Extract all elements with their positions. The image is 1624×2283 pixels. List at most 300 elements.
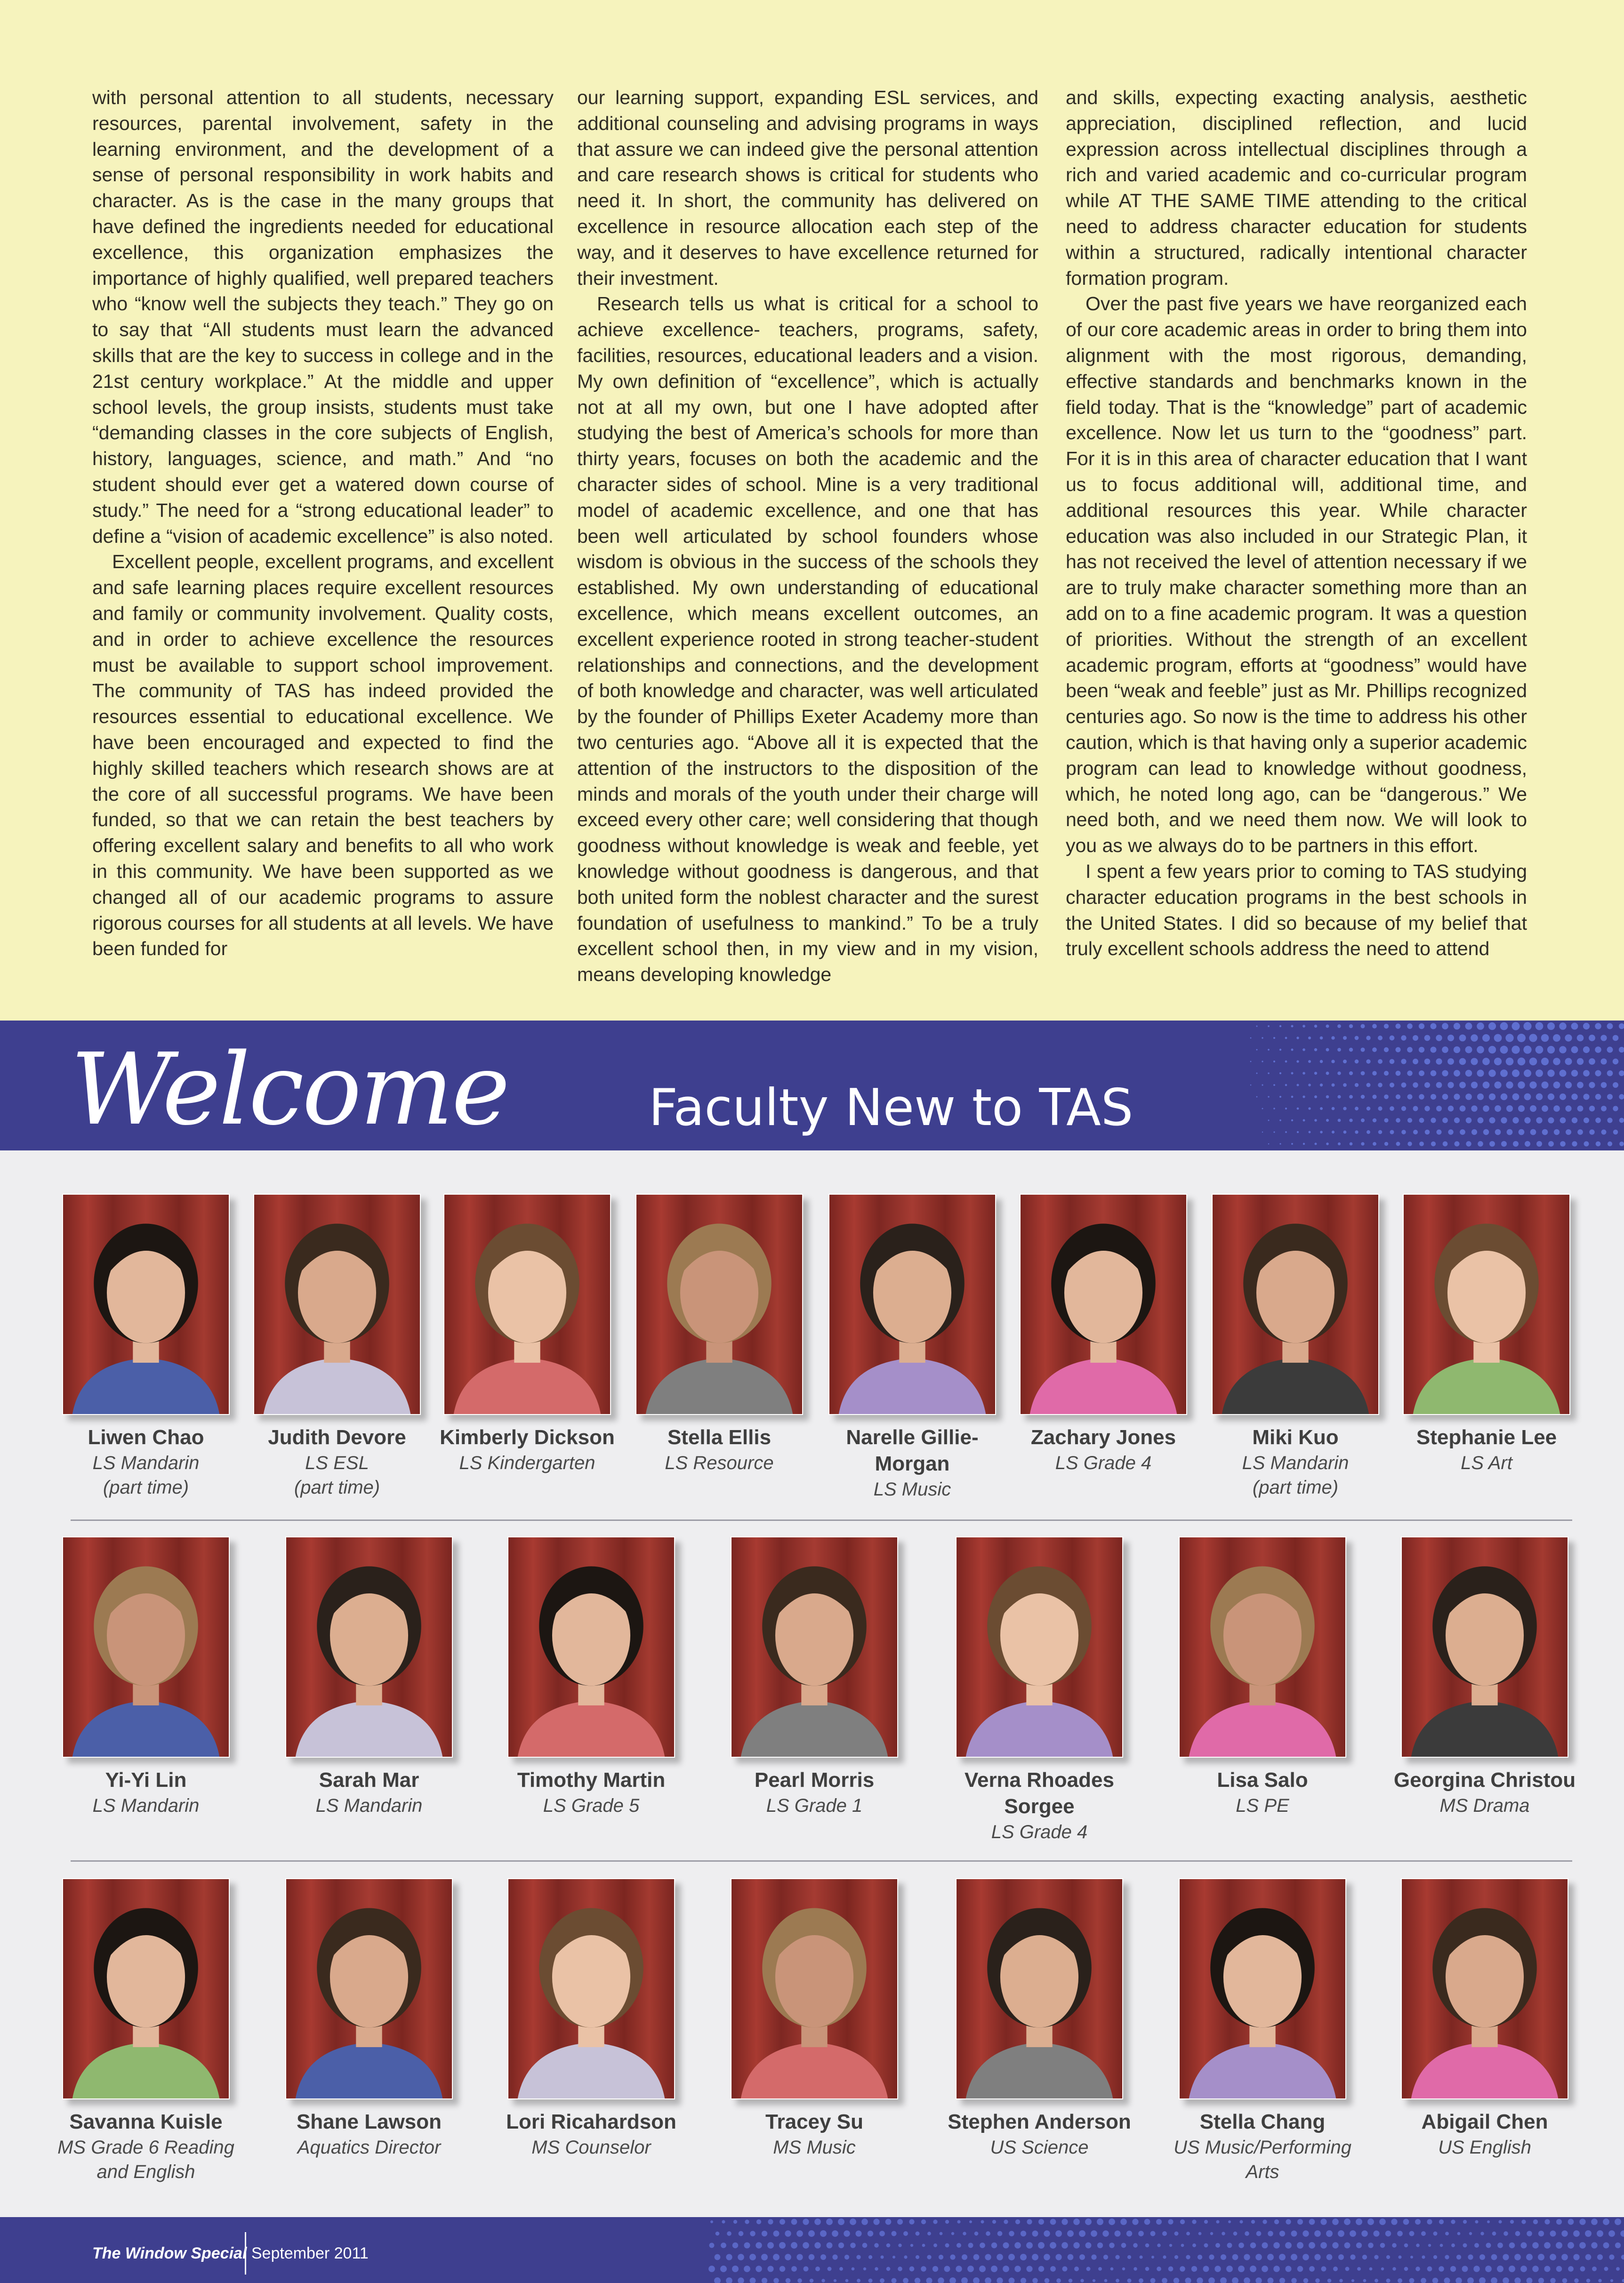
decorative-dot [1297, 2242, 1303, 2249]
decorative-dot [892, 2231, 897, 2236]
decorative-dot [1038, 2219, 1044, 2225]
decorative-dot [1378, 1059, 1383, 1064]
decorative-dot [1613, 1059, 1618, 1064]
decorative-dot [1419, 1142, 1424, 1146]
decorative-dot [921, 2266, 926, 2272]
decorative-dot [1361, 1118, 1365, 1122]
decorative-dot [733, 2220, 737, 2224]
faculty-name: Georgina Christou [1393, 1769, 1576, 1792]
decorative-dot [791, 2242, 797, 2249]
decorative-dot [1489, 1141, 1495, 1147]
decorative-dot [1044, 2230, 1050, 2236]
decorative-dot [1302, 1025, 1305, 1028]
decorative-dot [1483, 1105, 1489, 1112]
faculty-photo [731, 1878, 898, 2099]
decorative-dot [1174, 2232, 1179, 2236]
decorative-dot [1314, 1072, 1317, 1075]
decorative-dot [1291, 1143, 1293, 1145]
decorative-dot [991, 2266, 997, 2272]
decorative-dot [1386, 2278, 1390, 2283]
decorative-dot [767, 2242, 774, 2249]
decorative-dot [1436, 1035, 1442, 1041]
decorative-dot [1308, 1084, 1311, 1086]
decorative-dot [1226, 2266, 1233, 2272]
decorative-dot [1475, 2220, 1478, 2223]
decorative-dot [839, 2267, 843, 2271]
decorative-dot [1473, 2266, 1479, 2272]
decorative-dot [1032, 2231, 1038, 2237]
decorative-dot [1404, 2243, 1408, 2248]
decorative-dot [1291, 2278, 1297, 2283]
decorative-dot [1363, 2279, 1367, 2283]
decorative-dot [1396, 1094, 1400, 1099]
decorative-dot [1450, 2266, 1456, 2272]
decorative-dot [1407, 1047, 1413, 1053]
decorative-dot [1560, 1070, 1567, 1077]
decorative-dot [1384, 1142, 1388, 1146]
decorative-dot [1350, 1142, 1353, 1146]
decorative-dot [927, 2255, 931, 2259]
decorative-dot [1291, 1072, 1294, 1075]
decorative-dot [1186, 2255, 1190, 2259]
decorative-dot [1273, 1131, 1275, 1133]
decorative-dot [738, 2254, 744, 2260]
decorative-dot [1553, 1082, 1560, 1089]
decorative-dot [1542, 1105, 1548, 1112]
decorative-dot [1397, 2231, 1403, 2236]
decorative-dot [1384, 1071, 1389, 1076]
decorative-dot [1430, 1023, 1436, 1029]
decorative-dot [1386, 2255, 1390, 2259]
decorative-dot [1548, 1093, 1554, 1100]
decorative-dot [1150, 2278, 1156, 2283]
decorative-dot [1391, 2219, 1397, 2225]
decorative-dot [1607, 1047, 1613, 1053]
decorative-dot [1512, 1069, 1519, 1077]
decorative-dot [1538, 2278, 1544, 2283]
decorative-dot [949, 2277, 956, 2283]
decorative-dot [1527, 2278, 1533, 2283]
decorative-dot [1339, 2279, 1343, 2282]
article-paragraph: and skills, expecting exacting analysis, aesthetic appreciation, disciplined reflection, and lucid expression across intellectual disciplines through a rich and varied academic and co-curricular program while AT THE SAME TIME attending to the critical need to address character education for students within a structured, radically intentional character formation program. [1066, 87, 1527, 289]
decorative-dot [1126, 2231, 1133, 2237]
decorative-dot [1524, 1093, 1531, 1101]
decorative-dot [1521, 2219, 1526, 2224]
decorative-dot [979, 2266, 986, 2272]
decorative-dot [1185, 2277, 1191, 2283]
decorative-dot [1536, 1022, 1544, 1030]
decorative-dot [1273, 1108, 1275, 1109]
decorative-dot [1009, 2278, 1015, 2283]
decorative-dot [1519, 1129, 1525, 1135]
decorative-dot [1055, 2230, 1062, 2237]
decorative-dot [1350, 2254, 1355, 2259]
decorative-dot [1197, 2277, 1203, 2283]
decorative-dot [1556, 2266, 1562, 2272]
decorative-dot [968, 2243, 973, 2248]
decorative-dot [732, 2243, 739, 2249]
decorative-dot [1424, 1082, 1430, 1088]
decorative-dot [1273, 1037, 1275, 1039]
decorative-dot [1296, 1060, 1299, 1062]
decorative-dot [1413, 1082, 1418, 1088]
decorative-dot [1373, 2230, 1379, 2236]
decorative-dot [1500, 1022, 1508, 1030]
faculty-photo [956, 1536, 1123, 1758]
faculty-photo [443, 1194, 611, 1415]
decorative-dot [863, 2267, 866, 2270]
decorative-dot [1314, 1048, 1317, 1051]
decorative-dot [1337, 1095, 1341, 1098]
decorative-dot [1589, 1035, 1595, 1041]
decorative-dot [1378, 1083, 1383, 1087]
decorative-dot [1439, 2266, 1444, 2272]
decorative-dot [1525, 1141, 1530, 1147]
decorative-dot [1050, 2219, 1056, 2225]
decorative-dot [1157, 2243, 1160, 2247]
decorative-dot [1613, 1106, 1618, 1111]
decorative-dot [1326, 1142, 1329, 1145]
decorative-dot [1262, 1084, 1263, 1085]
decorative-dot [1291, 1119, 1293, 1121]
decorative-dot [1407, 1142, 1412, 1146]
faculty-photo [828, 1194, 996, 1415]
decorative-dot [1477, 1046, 1484, 1053]
decorative-dot [1586, 2279, 1591, 2283]
decorative-dot [1256, 1049, 1257, 1050]
decorative-dot [1256, 1073, 1258, 1074]
decorative-dot [1309, 2266, 1315, 2272]
decorative-dot [1553, 1034, 1560, 1042]
decorative-dot [796, 2254, 803, 2260]
decorative-dot [1285, 1084, 1287, 1086]
decorative-dot [1091, 2230, 1097, 2237]
decorative-dot [1390, 1083, 1394, 1087]
decorative-dot [1003, 2242, 1009, 2248]
faculty-grid [0, 1150, 1624, 2217]
decorative-dot [1150, 2231, 1156, 2236]
decorative-dot [810, 2279, 814, 2283]
faculty-role: LS Art [1461, 1453, 1512, 1473]
decorative-dot [1367, 2219, 1374, 2225]
decorative-dot [986, 2231, 990, 2236]
decorative-dot [780, 2219, 785, 2225]
decorative-dot [1486, 2243, 1491, 2248]
decorative-dot [1368, 2243, 1374, 2248]
faculty-role: LS Mandarin (part time) [1242, 1453, 1349, 1498]
decorative-dot [885, 2219, 892, 2225]
decorative-dot [1302, 1072, 1305, 1075]
decorative-dot [762, 2231, 767, 2236]
decorative-dot [1529, 1081, 1536, 1088]
decorative-dot [1355, 1083, 1359, 1087]
decorative-dot [916, 2255, 919, 2259]
decorative-dot [1026, 2266, 1032, 2272]
decorative-dot [1385, 2231, 1391, 2237]
decorative-dot [997, 2231, 1003, 2236]
faculty-name: Savanna Kuisle [69, 2110, 223, 2133]
article-paragraph: Over the past five years we have reorganized each of our core academic areas in order to bring them into alignment with the most rigorous, demanding, effective standards and benchmarks known in the field today. That is the “knowledge” part of academic excellence. Now let us turn to the “goodness” part. For it is in this area of character education that I want us to focus additional will, additional time, and additional resources this year. While character education was also included in our Strategic Plan, it has not received the level of attention necessary if we are to truly make character something more than an add on to a fine academic program. It was a question of priorities. Without the strength of an excellent academic program, efforts at “goodness” would have been “weak and feeble” just as Mr. Phillips recognized centuries ago. So now is the time to address his other caution, which is that having only a superior academic program can lead to knowledge without goodness, which, he noted long ago, can be “dangerous.” We need both, and we need them now. We will look to you as we always do to be partners in this effort. [1066, 293, 1527, 857]
decorative-dot [1542, 1129, 1548, 1135]
decorative-dot [1268, 1096, 1269, 1097]
decorative-dot [933, 2219, 937, 2224]
decorative-dot [1459, 1058, 1466, 1065]
decorative-dot [1279, 2254, 1286, 2260]
decorative-dot [926, 2277, 932, 2283]
decorative-dot [1589, 1129, 1594, 1134]
decorative-dot [1560, 1117, 1566, 1124]
decorative-dot [1447, 1082, 1454, 1088]
decorative-dot [1396, 1071, 1401, 1076]
decorative-dot [1367, 1107, 1371, 1111]
decorative-dot [1191, 2266, 1197, 2272]
decorative-dot [1407, 1094, 1413, 1100]
decorative-dot [997, 2277, 1003, 2283]
decorative-dot [1494, 1058, 1502, 1065]
decorative-dot [1250, 2266, 1256, 2272]
decorative-dot [1413, 1106, 1418, 1111]
decorative-dot [1369, 2267, 1373, 2271]
decorative-dot [1401, 1106, 1406, 1111]
article-column-3 [1066, 85, 1527, 962]
decorative-dot [1413, 1035, 1418, 1041]
decorative-dot [1620, 2230, 1624, 2237]
decorative-dot [1303, 1119, 1305, 1122]
decorative-dot [1320, 1037, 1323, 1040]
decorative-dot [1495, 1129, 1501, 1135]
faculty-role: LS Resource [665, 1453, 774, 1473]
decorative-dot [1245, 2231, 1249, 2236]
decorative-dot [1440, 2244, 1443, 2247]
decorative-dot [1494, 1081, 1501, 1088]
decorative-dot [708, 2266, 715, 2272]
decorative-dot [1554, 1129, 1560, 1135]
decorative-dot [1568, 2266, 1574, 2272]
faculty-role: MS Drama [1439, 1795, 1530, 1816]
faculty-role: LS Mandarin (part time) [92, 1453, 200, 1498]
decorative-dot [1080, 2279, 1084, 2282]
decorative-dot [808, 2230, 815, 2237]
decorative-dot [1350, 2230, 1356, 2237]
decorative-dot [1427, 2267, 1432, 2272]
decorative-dot [1267, 2254, 1274, 2260]
decorative-dot [1454, 1070, 1460, 1077]
decorative-dot [1436, 1082, 1442, 1088]
decorative-dot [1003, 2266, 1009, 2272]
decorative-dot [1536, 1141, 1542, 1147]
decorative-dot [1536, 1117, 1542, 1123]
decorative-dot [1407, 1118, 1412, 1123]
decorative-dot [732, 2266, 739, 2272]
decorative-dot [1513, 1141, 1519, 1147]
decorative-dot [857, 2279, 860, 2283]
decorative-dot [1548, 1117, 1554, 1123]
decorative-dot [1529, 1058, 1537, 1066]
decorative-dot [1085, 2243, 1092, 2249]
decorative-dot [1561, 2230, 1568, 2236]
decorative-dot [1074, 2267, 1079, 2271]
decorative-dot [1482, 1058, 1490, 1065]
decorative-dot [1556, 2242, 1562, 2249]
decorative-dot [1297, 1108, 1299, 1110]
decorative-dot [1427, 2219, 1432, 2224]
decorative-dot [1068, 2254, 1074, 2260]
faculty-name: Stella Chang [1199, 2110, 1326, 2133]
decorative-dot [1209, 2254, 1214, 2259]
faculty-name: Stella Ellis [667, 1426, 772, 1449]
decorative-dot [1014, 2242, 1021, 2249]
decorative-dot [1355, 1130, 1358, 1133]
decorative-dot [1520, 2242, 1527, 2248]
decorative-dot [974, 2232, 979, 2236]
decorative-dot [1156, 2219, 1162, 2225]
decorative-dot [1338, 1142, 1341, 1145]
decorative-dot [957, 2243, 961, 2248]
decorative-dot [1619, 1047, 1624, 1053]
decorative-dot [1326, 1095, 1329, 1099]
decorative-dot [1302, 2230, 1309, 2236]
decorative-dot [804, 2267, 809, 2272]
row-divider [71, 1519, 1572, 1521]
decorative-dot [832, 2230, 838, 2237]
decorative-dot [1373, 1142, 1376, 1146]
decorative-dot [773, 2254, 780, 2260]
decorative-dot [1379, 2219, 1386, 2225]
decorative-dot [1395, 1023, 1400, 1029]
decorative-dot [1559, 1022, 1566, 1029]
decorative-dot [1055, 2254, 1061, 2260]
decorative-dot [1138, 2231, 1144, 2236]
decorative-dot [1134, 2267, 1137, 2271]
faculty-name: Lori Ricahardson [506, 2110, 676, 2133]
article-paragraph: Research tells us what is critical for a school to achieve excellence- teachers, programs, safety, facilities, resources, educational leaders and a vision. My own definition of “excellence”, which is actually not at all my own, but one I have adopted after studying the best of America’s schools for more than thirty years, focuses on both the academic and the character sides of school. Mine is a very traditional model of academic excellence, and one that has been well articulated by school founders whose wisdom is obvious in the success of the schools they established. My own understanding of educational excellence, which means excellent outcomes, an excellent experience rooted in strong teacher-student relationships and connections, and the development of both knowledge and character, was well articulated by the founder of Phillips Exeter Academy more than two centuries ago. “Above all it is expected that the attention of the instructors to the disposition of the minds and morals of the youth under their charge will exceed every other care; well considering that though goodness without knowledge is weak and feeble, yet knowledge without goodness is dangerous, and that both united form the noblest character and the surest foundation of usefulness to mankind.” To be a truly excellent school then, in my view and in my vision, means developing knowledge [577, 293, 1038, 986]
decorative-dot [1331, 1060, 1335, 1063]
decorative-dot [1250, 1037, 1252, 1039]
decorative-dot [1467, 2277, 1474, 2283]
decorative-dot [1174, 2278, 1180, 2283]
decorative-dot [981, 2220, 984, 2223]
decorative-dot [1607, 1070, 1613, 1077]
decorative-dot [1314, 2230, 1321, 2237]
decorative-dot [850, 2243, 856, 2248]
faculty-photo [731, 1536, 898, 1758]
decorative-dot [915, 2278, 921, 2283]
decorative-dot [721, 2243, 726, 2248]
decorative-dot [1332, 1107, 1335, 1110]
faculty-role: LS Grade 4 [991, 1822, 1088, 1842]
decorative-dot [1320, 1107, 1323, 1110]
decorative-dot [1103, 2255, 1108, 2259]
decorative-dot [1273, 2266, 1280, 2272]
decorative-dot [1309, 2242, 1315, 2249]
decorative-dot [1343, 1131, 1347, 1134]
decorative-dot [1291, 2254, 1297, 2260]
decorative-dot [720, 2266, 727, 2272]
decorative-dot [1302, 2254, 1309, 2260]
decorative-dot [791, 2266, 797, 2272]
decorative-dot [1285, 1131, 1287, 1133]
decorative-dot [1357, 2267, 1361, 2271]
decorative-dot [1381, 2267, 1384, 2270]
decorative-dot [880, 2278, 884, 2283]
decorative-dot [1104, 2279, 1108, 2283]
decorative-dot [1061, 2219, 1068, 2225]
decorative-dot [1343, 1107, 1346, 1110]
decorative-dot [1471, 1034, 1478, 1041]
decorative-dot [780, 2266, 786, 2272]
decorative-dot [1477, 1022, 1484, 1030]
decorative-dot [1343, 1036, 1347, 1040]
decorative-dot [1565, 1058, 1572, 1065]
decorative-dot [739, 2231, 744, 2236]
decorative-dot [1032, 2254, 1038, 2260]
decorative-dot [944, 2266, 950, 2272]
decorative-dot [1079, 2254, 1085, 2260]
decorative-dot [1509, 2243, 1515, 2249]
decorative-dot [1262, 1061, 1263, 1062]
decorative-dot [1337, 1048, 1341, 1052]
faculty-name: Timothy Martin [517, 1769, 666, 1792]
decorative-dot [832, 2254, 837, 2259]
decorative-dot [1256, 2231, 1262, 2236]
decorative-dot [1372, 1071, 1377, 1076]
decorative-dot [1421, 2231, 1426, 2236]
decorative-dot [1349, 1048, 1353, 1052]
decorative-dot [1572, 1141, 1577, 1146]
decorative-dot [892, 2278, 897, 2283]
decorative-dot [1506, 1105, 1513, 1112]
decorative-dot [1436, 1106, 1442, 1111]
decorative-dot [1296, 1084, 1299, 1086]
faculty-name: Stephanie Lee [1416, 1426, 1557, 1449]
decorative-dot [1556, 2219, 1562, 2225]
faculty-photo [1020, 1194, 1187, 1415]
decorative-dot [1488, 1046, 1496, 1053]
article-column-1 [92, 85, 554, 962]
decorative-dot [1214, 2266, 1221, 2272]
faculty-name: Narelle Gillie- Morgan [846, 1426, 979, 1475]
article-area [0, 0, 1624, 1021]
decorative-dot [1616, 2267, 1620, 2271]
decorative-dot [1511, 1045, 1519, 1053]
decorative-dot [1471, 1105, 1477, 1111]
decorative-dot [844, 2255, 849, 2259]
decorative-dot [1279, 1143, 1281, 1144]
decorative-dot [1541, 1081, 1548, 1088]
decorative-dot [1403, 2219, 1409, 2225]
faculty-name: Zachary Jones [1030, 1426, 1176, 1449]
decorative-dot [1547, 1022, 1555, 1030]
decorative-dot [1401, 1083, 1407, 1088]
decorative-dot [1619, 1142, 1624, 1146]
decorative-dot [1337, 1071, 1341, 1075]
decorative-dot [856, 2255, 860, 2259]
article-column-2 [577, 85, 1038, 988]
decorative-dot [1333, 2267, 1338, 2271]
decorative-dot [1619, 1070, 1624, 1076]
decorative-dot [1572, 1117, 1577, 1123]
decorative-dot [1465, 1093, 1472, 1100]
decorative-dot [1436, 1058, 1442, 1064]
decorative-dot [709, 2243, 715, 2248]
decorative-dot [1390, 1130, 1394, 1134]
decorative-dot [1262, 2219, 1267, 2224]
decorative-dot [1562, 2278, 1568, 2283]
faculty-photo [285, 1536, 453, 1758]
decorative-dot [980, 2243, 985, 2248]
decorative-dot [963, 2232, 966, 2235]
decorative-dot [1595, 1094, 1601, 1100]
